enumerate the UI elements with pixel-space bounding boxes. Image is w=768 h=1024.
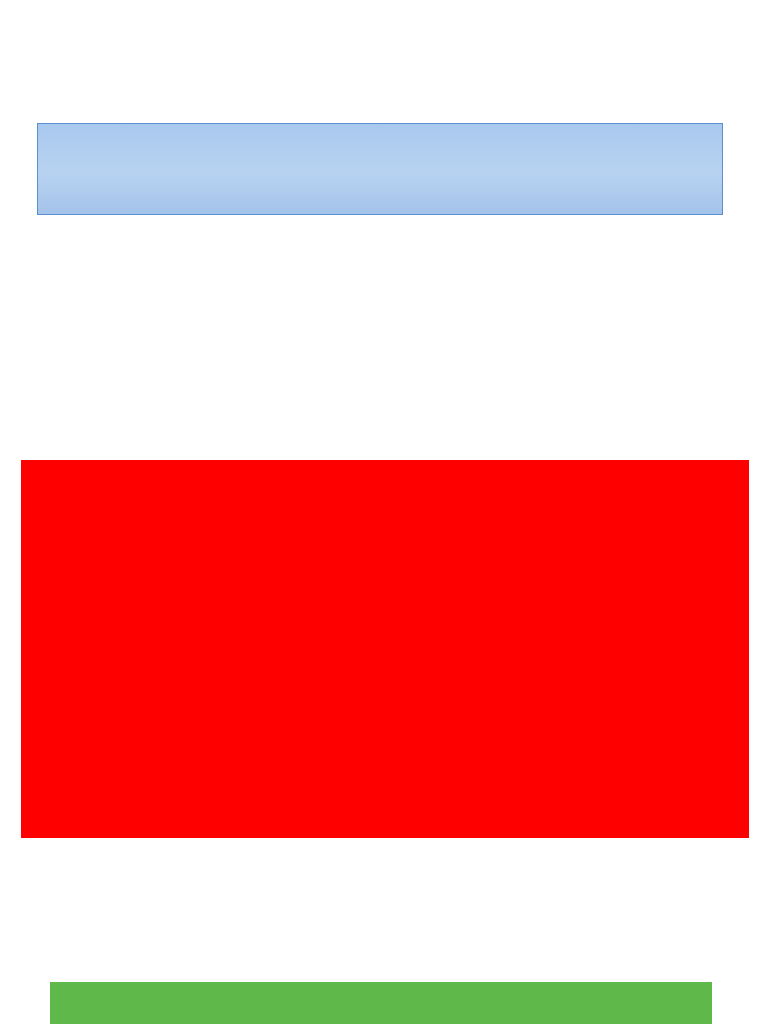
next-slide-title-box (50, 982, 712, 1024)
slide-title-box (37, 123, 723, 215)
notice-box (21, 460, 749, 838)
